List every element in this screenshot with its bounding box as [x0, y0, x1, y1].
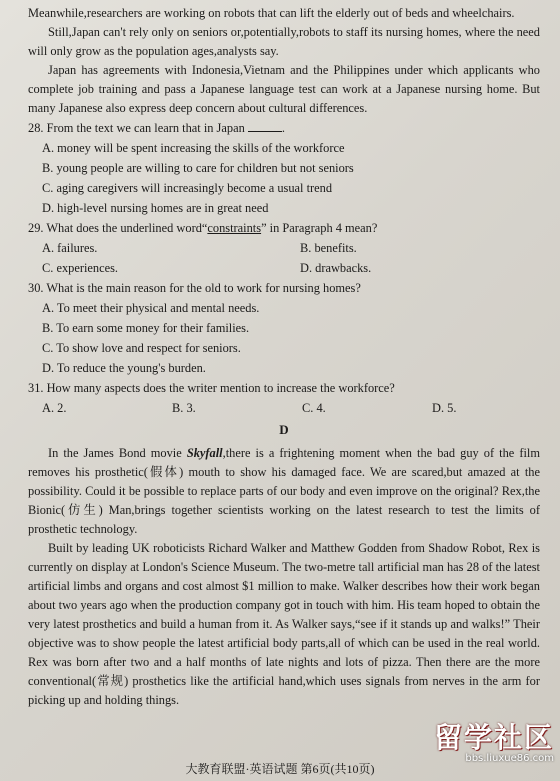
question-29-option-d: D. drawbacks.: [300, 261, 372, 275]
site-watermark: [404, 723, 554, 767]
question-29-options-row-1: [42, 238, 540, 258]
question-30-option-b: B. To earn some money for their families.: [42, 321, 250, 335]
question-29-stem-pre: 29. What does the underlined word“: [28, 221, 208, 235]
watermark-url: bbs.liuxue86.com: [465, 753, 554, 764]
question-28: [28, 118, 540, 218]
question-31: [28, 378, 540, 418]
section-heading: D: [279, 422, 289, 437]
question-30-option-c: C. To show love and respect for seniors.: [42, 341, 241, 355]
question-31-option-b: B. 3.: [172, 401, 196, 415]
paragraph-skyfall-start: In the James Bond movie: [48, 446, 187, 460]
question-28-option-c: C. aging caregivers will increasingly become a usual trend: [42, 181, 333, 195]
question-31-option-c: C. 4.: [302, 401, 326, 415]
paragraph-meanwhile: Meanwhile,researchers are working on robots that can lift the elderly out of beds and wheelchairs.: [28, 6, 515, 20]
paragraph-agreements: Japan has agreements with Indonesia,Vietnam and the Philippines under which applicants who complete job training and pass a Japanese language test can work at a Japanese nursing home. But many Japanese also express deep concern about cultural differences.: [28, 63, 540, 115]
question-31-option-d: D. 5.: [432, 401, 457, 415]
watermark-logo-text: 留学社区: [433, 721, 554, 754]
paragraph-skyfall-rest: ,there is a frightening moment when the bad guy of the film removes his prosthetic(假体) mouth to show his damaged face. We are scared,but amazed at the possibility. Could it be possible to replace parts of our body and even improve on the original? Rex,the Bionic(仿生) Man,brings together scientists working on the latest research to test the limits of prosthetic technology.: [28, 446, 540, 536]
question-28-option-b: B. young people are willing to care for children but not seniors: [42, 161, 354, 175]
question-29-stem-post: ” in Paragraph 4 mean?: [261, 221, 378, 235]
question-29-options-row-2: [42, 258, 540, 278]
question-30-option-a: A. To meet their physical and mental needs.: [42, 301, 260, 315]
page-footer: 大教育联盟·英语试题 第6页(共10页): [185, 762, 375, 776]
question-28-stem-text: 28. From the text we can learn that in Japan: [28, 121, 245, 135]
question-31-options: [42, 398, 540, 418]
question-29-stem: [28, 218, 540, 238]
movie-title: Skyfall: [186, 446, 223, 460]
question-29-option-a: A. failures.: [42, 241, 98, 255]
question-28-option-d: D. high-level nursing homes are in great need: [42, 201, 269, 215]
question-30: [28, 278, 540, 378]
question-31-stem: 31. How many aspects does the writer mention to increase the workforce?: [28, 381, 395, 395]
paragraph-skyfall: [28, 444, 540, 539]
question-28-stem: [28, 118, 540, 138]
underlined-word: constraints: [207, 221, 262, 235]
question-31-option-a: A. 2.: [42, 401, 67, 415]
question-28-stem-end: .: [281, 121, 285, 135]
paragraph-still: Still,Japan can't rely only on seniors or,potentially,robots to staff its nursing homes, where the need will only grow as the population ages,analysts say.: [28, 25, 540, 58]
paragraph-rex: Built by leading UK roboticists Richard Walker and Matthew Godden from Shadow Robot, Rex is currently on display at London's Science Museum. The two-metre tall artificial man has 28 of the latest artificial limbs and organs and cost almost $1 million to make. Walker describes how their work began about two years ago when the production company got in touch with him. His team hoped to obtain the very latest prosthetics and build a human from it. As Walker says,“see if it stands up and walks!” Their objective was to show people the latest artificial body parts,all of which can be used in the real world. Rex was born after two and a half months of late nights and lots of pizza. Then there are the more conventional(常规) prosthetics like the artificial hand,which uses signals from nerves in the arm for picking up and holding things.: [28, 541, 540, 707]
question-30-stem: 30. What is the main reason for the old to work for nursing homes?: [28, 281, 361, 295]
question-30-option-d: D. To reduce the young's burden.: [42, 361, 206, 375]
question-29-option-c: C. experiences.: [42, 261, 119, 275]
question-29: [28, 218, 540, 278]
question-28-option-a: A. money will be spent increasing the skills of the workforce: [42, 141, 345, 155]
answer-blank: [248, 121, 282, 132]
question-29-option-b: B. benefits.: [300, 241, 357, 255]
